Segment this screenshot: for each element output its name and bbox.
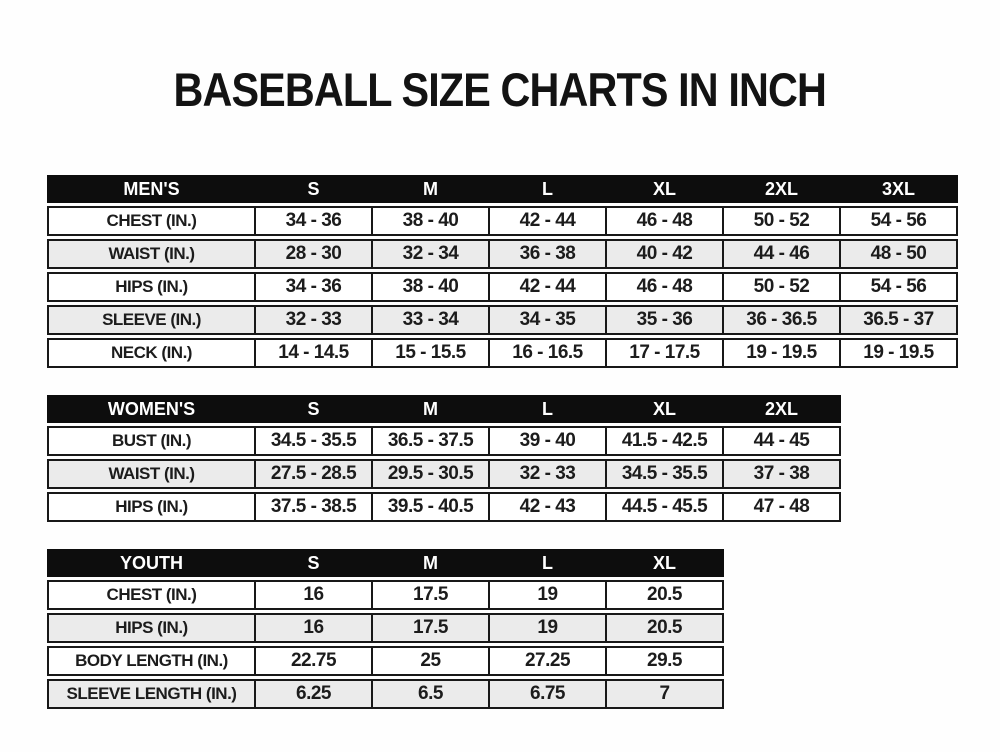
cell-value: 38 - 40 — [371, 274, 488, 300]
row-label: HIPS (IN.) — [115, 497, 188, 516]
table-header-row — [47, 175, 958, 203]
size-column-header: 2XL — [722, 397, 839, 421]
cell-value: 41.5 - 42.5 — [605, 428, 722, 454]
cell-value: 42 - 44 — [488, 274, 605, 300]
size-column-header: 3XL — [839, 177, 956, 201]
cell-value: 47 - 48 — [722, 494, 839, 520]
group-label: WOMEN'S — [107, 398, 196, 419]
cell-value: 34 - 35 — [488, 307, 605, 333]
cell-value: 33 - 34 — [371, 307, 488, 333]
table-row — [47, 613, 724, 643]
cell-value: 39.5 - 40.5 — [371, 494, 488, 520]
cell-value: 35 - 36 — [605, 307, 722, 333]
title-area — [0, 0, 1000, 117]
size-column-header: L — [488, 177, 605, 201]
size-column-header: L — [488, 397, 605, 421]
cell-value: 16 — [254, 582, 371, 608]
cell-value: 6.75 — [488, 681, 605, 707]
cell-value: 37 - 38 — [722, 461, 839, 487]
cell-value: 17 - 17.5 — [605, 340, 722, 366]
cell-value: 32 - 33 — [254, 307, 371, 333]
cell-value: 28 - 30 — [254, 241, 371, 267]
cell-value: 29.5 — [605, 648, 722, 674]
row-label: WAIST (IN.) — [108, 244, 195, 263]
cell-value: 19 — [488, 615, 605, 641]
row-label: SLEEVE LENGTH (IN.) — [66, 684, 237, 703]
cell-value: 44 - 46 — [722, 241, 839, 267]
size-table-womens — [47, 395, 1000, 522]
cell-value: 36 - 38 — [488, 241, 605, 267]
size-column-header: XL — [605, 177, 722, 201]
row-label: NECK (IN.) — [111, 343, 192, 362]
cell-value: 32 - 34 — [371, 241, 488, 267]
size-table-youth — [47, 549, 1000, 709]
cell-value: 6.25 — [254, 681, 371, 707]
cell-value: 32 - 33 — [488, 461, 605, 487]
page-title: BASEBALL SIZE CHARTS IN INCH — [173, 63, 827, 116]
row-label: SLEEVE (IN.) — [102, 310, 201, 329]
size-column-header: S — [254, 177, 371, 201]
cell-value: 19 - 19.5 — [722, 340, 839, 366]
cell-value: 40 - 42 — [605, 241, 722, 267]
cell-value: 42 - 43 — [488, 494, 605, 520]
row-label: BODY LENGTH (IN.) — [75, 651, 228, 670]
size-column-header: XL — [605, 397, 722, 421]
cell-value: 42 - 44 — [488, 208, 605, 234]
cell-value: 20.5 — [605, 615, 722, 641]
table-row — [47, 459, 841, 489]
cell-value: 14 - 14.5 — [254, 340, 371, 366]
cell-value: 15 - 15.5 — [371, 340, 488, 366]
row-label: HIPS (IN.) — [115, 618, 188, 637]
size-column-header: L — [488, 551, 605, 575]
cell-value: 34.5 - 35.5 — [254, 428, 371, 454]
cell-value: 29.5 - 30.5 — [371, 461, 488, 487]
table-row — [47, 272, 958, 302]
cell-value: 38 - 40 — [371, 208, 488, 234]
row-label: WAIST (IN.) — [108, 464, 195, 483]
cell-value: 34 - 36 — [254, 208, 371, 234]
cell-value: 27.25 — [488, 648, 605, 674]
group-label: YOUTH — [120, 552, 183, 573]
size-column-header: M — [371, 177, 488, 201]
cell-value: 54 - 56 — [839, 274, 956, 300]
row-label: BUST (IN.) — [111, 431, 192, 450]
table-row — [47, 679, 724, 709]
cell-value: 34 - 36 — [254, 274, 371, 300]
table-row — [47, 580, 724, 610]
size-column-header: S — [254, 551, 371, 575]
tables-container — [47, 175, 1000, 709]
cell-value: 22.75 — [254, 648, 371, 674]
table-row — [47, 338, 958, 368]
cell-value: 50 - 52 — [722, 208, 839, 234]
cell-value: 44 - 45 — [722, 428, 839, 454]
table-header-row — [47, 549, 724, 577]
size-column-header: S — [254, 397, 371, 421]
cell-value: 19 — [488, 582, 605, 608]
size-column-header: M — [371, 397, 488, 421]
cell-value: 48 - 50 — [839, 241, 956, 267]
cell-value: 36.5 - 37.5 — [371, 428, 488, 454]
size-table-mens — [47, 175, 1000, 368]
cell-value: 54 - 56 — [839, 208, 956, 234]
cell-value: 16 - 16.5 — [488, 340, 605, 366]
cell-value: 36 - 36.5 — [722, 307, 839, 333]
table-header-row — [47, 395, 841, 423]
row-label: CHEST (IN.) — [106, 585, 197, 604]
cell-value: 16 — [254, 615, 371, 641]
cell-value: 37.5 - 38.5 — [254, 494, 371, 520]
cell-value: 17.5 — [371, 582, 488, 608]
cell-value: 39 - 40 — [488, 428, 605, 454]
size-column-header: XL — [605, 551, 722, 575]
cell-value: 34.5 - 35.5 — [605, 461, 722, 487]
cell-value: 50 - 52 — [722, 274, 839, 300]
group-label: MEN'S — [123, 178, 180, 199]
row-label: HIPS (IN.) — [115, 277, 188, 296]
cell-value: 7 — [605, 681, 722, 707]
row-label: CHEST (IN.) — [106, 211, 197, 230]
table-row — [47, 239, 958, 269]
table-row — [47, 426, 841, 456]
cell-value: 27.5 - 28.5 — [254, 461, 371, 487]
cell-value: 44.5 - 45.5 — [605, 494, 722, 520]
size-column-header: 2XL — [722, 177, 839, 201]
table-row — [47, 492, 841, 522]
cell-value: 17.5 — [371, 615, 488, 641]
table-row — [47, 646, 724, 676]
cell-value: 46 - 48 — [605, 208, 722, 234]
cell-value: 6.5 — [371, 681, 488, 707]
table-row — [47, 206, 958, 236]
cell-value: 20.5 — [605, 582, 722, 608]
size-column-header: M — [371, 551, 488, 575]
cell-value: 46 - 48 — [605, 274, 722, 300]
table-row — [47, 305, 958, 335]
cell-value: 36.5 - 37 — [839, 307, 956, 333]
cell-value: 19 - 19.5 — [839, 340, 956, 366]
cell-value: 25 — [371, 648, 488, 674]
